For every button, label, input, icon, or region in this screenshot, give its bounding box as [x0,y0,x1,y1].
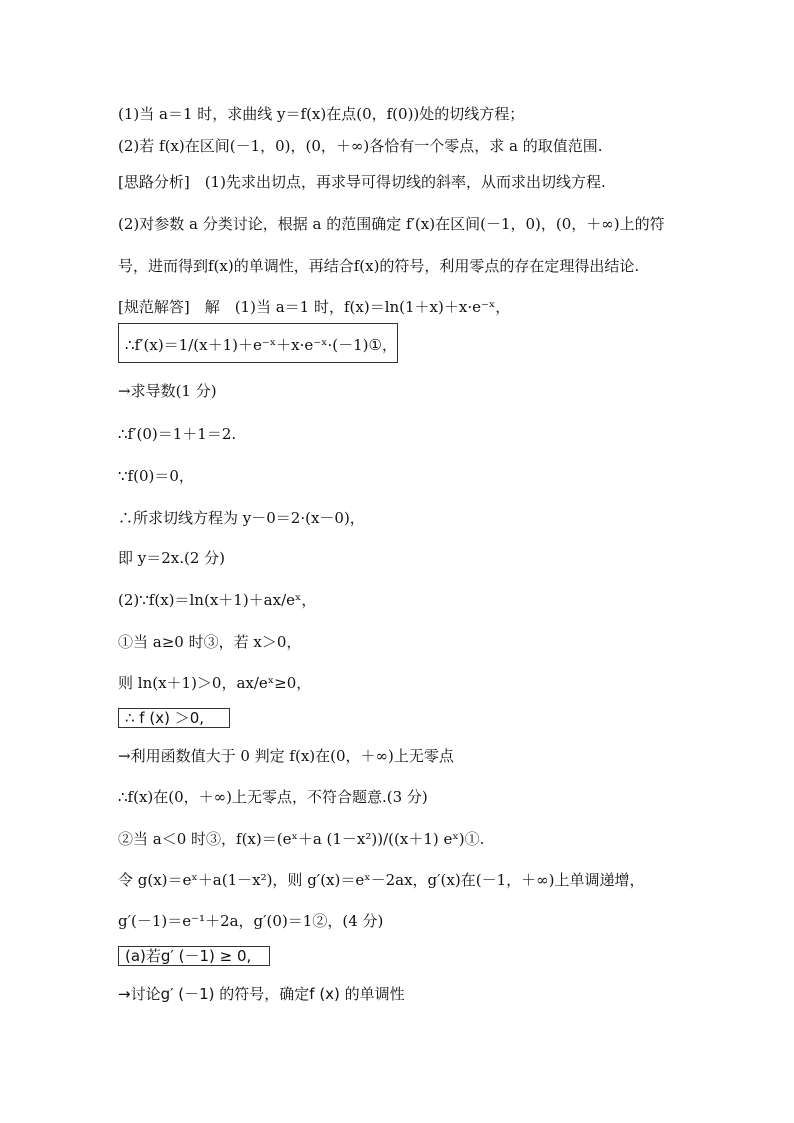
derivative-box [118,323,398,363]
analysis-line-2: (2)对参数 a 分类讨论，根据 a 的范围确定 f′(x)在区间(－1，0)，(0，＋∞)上的符 [118,215,665,233]
part2-function: (2)∵f(x)＝ln(x＋1)＋ax/eˣ， [118,591,317,609]
note-discuss-sign: →讨论g′ (－1) 的符号，确定f (x) 的单调性 [118,985,405,1003]
function-at-zero: ∵f(0)＝0， [118,467,194,485]
tangent-result: 即 y＝2x.(2 分) [118,549,226,567]
slope-value: ∴f′(0)＝1＋1＝2. [118,425,237,443]
tangent-equation: ∴所求切线方程为 y－0＝2·(x－0)， [118,509,365,527]
case-a-nonnegative: ①当 a≥0 时③，若 x＞0， [118,633,302,651]
analysis-heading-line: [思路分析] (1)先求出切点，再求导可得切线的斜率，从而求出切线方程. [118,173,606,191]
case-a-negative: ②当 a＜0 时③，f(x)＝(eˣ＋a (1－x²))/((x＋1) eˣ)①. [118,830,485,848]
positive-f-box: ∴ f (x) ＞0, [118,708,230,728]
analysis-line-3: 号，进而得到f(x)的单调性，再结合f(x)的符号，利用零点的存在定理得出结论. [118,257,640,275]
g-definition: 令 g(x)＝eˣ＋a(1－x²)，则 g′(x)＝eˣ－2ax，g′(x)在(－1，＋∞)上单调递增， [118,871,645,889]
g-derivative-values: g′(－1)＝e⁻¹＋2a，g′(0)＝1②，(4 分) [118,912,384,930]
solution-start: [规范解答] 解 (1)当 a＝1 时，f(x)＝ln(1＋x)＋x·e⁻ˣ， [118,298,511,316]
case-g-box: (a)若g′ (－1) ≥ 0, [118,946,270,966]
question-part-2: (2)若 f(x)在区间(－1，0)，(0，＋∞)各恰有一个零点，求 a 的取值范围. [118,137,603,155]
case-a-nonnegative-detail: 则 ln(x＋1)＞0，ax/eˣ≥0， [118,674,312,692]
note-derivative: →求导数(1 分) [118,382,217,400]
question-part-1: (1)当 a＝1 时，求曲线 y＝f(x)在点(0，f(0))处的切线方程； [118,105,525,123]
derivative-formula: ∴f′(x)＝1/(x＋1)＋e⁻ˣ＋x·e⁻ˣ·(－1)①， [125,336,397,354]
no-zero-conclusion: ∴f(x)在(0，＋∞)上无零点，不符合题意.(3 分) [118,788,428,806]
note-no-zero: →利用函数值大于 0 判定 f(x)在(0，＋∞)上无零点 [118,747,454,765]
